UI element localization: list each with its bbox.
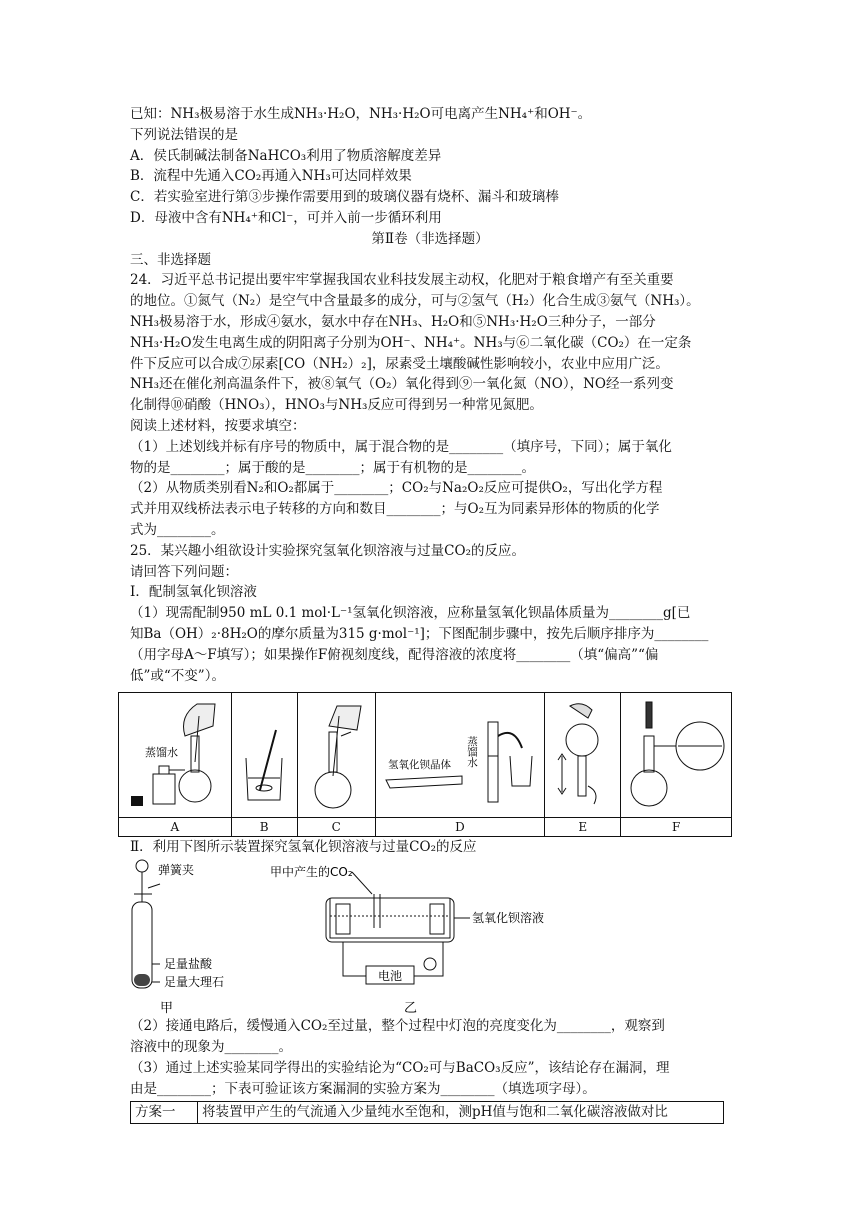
q25-part1-title: Ⅰ．配制氢氧化钡溶液 <box>130 584 257 601</box>
q25-stem: 25．某兴趣小组欲设计实验探究氢氧化钡溶液与过量CO₂的反应。 <box>130 542 525 559</box>
q25-sub1: （用字母A～F填写）；如果操作F俯视刻度线，配得溶液的浓度将________（填“偏高”“偏 <box>130 646 659 663</box>
weigh-crystal-illustration <box>380 696 540 814</box>
q24-sub2: 式并用双线桥法表示电子转移的方向和数目________；与O₂互为同素异形体的物质的化学 <box>130 501 660 518</box>
pour-into-flask-illustration <box>301 696 371 814</box>
q24-sub1: （1）上述划线并标有序号的物质中，属于混合物的是________（填序号，下同）；属于氧化 <box>130 438 672 455</box>
step-c-cell <box>297 693 375 818</box>
q24-line: 24．习近平总书记提出要牢牢掌握我国农业科技发展主动权，化肥对于粮食增产有至关重要 <box>130 272 674 289</box>
q25-sub1: 低”或“不变”）。 <box>130 667 225 684</box>
q24-line: NH₃还在催化剂高温条件下，被⑧氧气（O₂）氧化得到⑨一氧化氮（NO），NO经一系列变 <box>130 376 674 393</box>
step-a-cell <box>119 693 232 818</box>
step-d-caption: D <box>375 818 544 837</box>
q25-sub3: 由是________；下表可验证该方案漏洞的实验方案为________（填选项字母）。 <box>130 1080 596 1097</box>
q25-sub2: 溶液中的现象为________。 <box>130 1038 292 1055</box>
q23-option-a: A．侯氏制碱法制备NaHCO₃利用了物质溶解度差异 <box>130 147 442 164</box>
shake-flask-illustration <box>548 696 618 814</box>
q25-part2-title: Ⅱ．利用下图所示装置探究氢氧化钡溶液与过量CO₂的反应 <box>130 839 477 856</box>
step-f-caption: F <box>621 818 732 837</box>
step-a-caption: A <box>119 818 232 837</box>
q24-sub2: （2）从物质类别看N₂和O₂都属于________；CO₂与Na₂O₂反应可提供O₂，写出化学方程 <box>130 480 663 497</box>
acid-label: 足量盐酸 <box>164 957 213 972</box>
plan-desc: 将装置甲产生的气流通入少量纯水至饱和，测pH值与饱和二氧化碳溶液做对比 <box>198 1102 724 1124</box>
volume-title: 第Ⅱ卷（非选择题） <box>371 230 489 247</box>
bulb-icon <box>424 958 436 970</box>
q25-sub3: （3）通过上述实验某同学得出的实验结论为“CO₂可与BaCO₃反应”，该结论存在漏洞，理 <box>130 1059 670 1076</box>
q25-sub1: （1）现需配制950 mL 0.1 mol·L⁻¹氢氧化钡溶液，应称量氢氧化钡晶体质量为________g[已 <box>130 605 691 622</box>
transfer-water-illustration <box>123 696 227 814</box>
q24-line: NH₃极易溶于水，形成④氨水，氨水中存在NH₃、H₂O和⑤NH₃·H₂O三种分子，一部分 <box>130 313 656 330</box>
step-d-cell <box>375 693 544 818</box>
q23-option-b: B．流程中先通入CO₂再通入NH₃可达同样效果 <box>130 168 412 185</box>
stir-beaker-illustration <box>234 700 294 810</box>
q23-stem: 下列说法错误的是 <box>130 126 238 143</box>
battery-label: 电池 <box>378 969 403 984</box>
dropper-to-mark-illustration <box>624 696 728 814</box>
q24-line: 的地位。①氮气（N₂）是空气中含量最多的成分，可与②氢气（H₂）化合生成③氨气（NH₃）。 <box>130 293 700 310</box>
a-water-label: 蒸馏水 <box>144 746 178 760</box>
step-e-cell <box>545 693 621 818</box>
q24-line: NH₃·H₂O发生电离生成的阴阳离子分别为OH⁻、NH₄⁺。NH₃与⑥二氧化碳（CO₂）在一定条 <box>130 334 692 351</box>
q23-option-d: D．母液中含有NH₄⁺和Cl⁻，可并入前一步循环利用 <box>130 209 442 226</box>
apparatus-illustration <box>130 858 740 1016</box>
marble-label: 足量大理石 <box>164 975 225 990</box>
clip-label: 弹簧夹 <box>158 863 195 878</box>
q24-instruction: 阅读上述材料，按要求填空： <box>130 417 306 434</box>
co2-source-label: 甲中产生的CO₂ <box>270 865 353 880</box>
apparatus-figure <box>130 858 740 1016</box>
plan-table <box>130 1101 724 1124</box>
section-title: 三、非选择题 <box>130 251 211 268</box>
q23-option-c: C．若实验室进行第③步操作需要用到的玻璃仪器有烧杯、漏斗和玻璃棒 <box>130 189 559 206</box>
d-crystal-label: 氢氧化钡晶体 <box>387 759 451 772</box>
step-f-cell <box>621 693 732 818</box>
solution-label: 氢氧化钡溶液 <box>472 911 545 926</box>
d-water-label: 蒸馏水 <box>465 736 478 768</box>
plan-name: 方案一 <box>131 1102 198 1124</box>
known-text: 已知：NH₃极易溶于水生成NH₃·H₂O，NH₃·H₂O可电离产生NH₄⁺和OH⁻。 <box>130 106 592 122</box>
page <box>130 104 730 1124</box>
q24-sub2: 式为________。 <box>130 521 225 538</box>
step-b-cell <box>231 693 297 818</box>
jia-label: 甲 <box>160 1001 174 1017</box>
preparation-steps-figure <box>118 692 732 837</box>
table-row <box>131 1102 724 1124</box>
step-c-caption: C <box>297 818 375 837</box>
step-b-caption: B <box>231 818 297 837</box>
q25-sub2: （2）接通电路后，缓慢通入CO₂至过量，整个过程中灯泡的亮度变化为________，观察到 <box>130 1018 665 1035</box>
q24-line: 化制得⑩硝酸（HNO₃），HNO₃与NH₃反应可得到另一种常见氮肥。 <box>130 397 543 414</box>
q25-sub1: 知Ba（OH）₂·8H₂O的摩尔质量为315 g·mol⁻¹]；下图配制步骤中，按先后顺序排序为________ <box>130 625 709 642</box>
q25-prompt: 请回答下列问题： <box>130 563 238 580</box>
q24-sub1: 物的是________；属于酸的是________；属于有机物的是________。 <box>130 459 535 476</box>
q24-line: 件下反应可以合成⑦尿素[CO（NH₂）₂]，尿素受土壤酸碱性影响较小，农业中应用广泛。 <box>130 355 669 372</box>
step-e-caption: E <box>545 818 621 837</box>
yi-label: 乙 <box>404 1001 418 1017</box>
